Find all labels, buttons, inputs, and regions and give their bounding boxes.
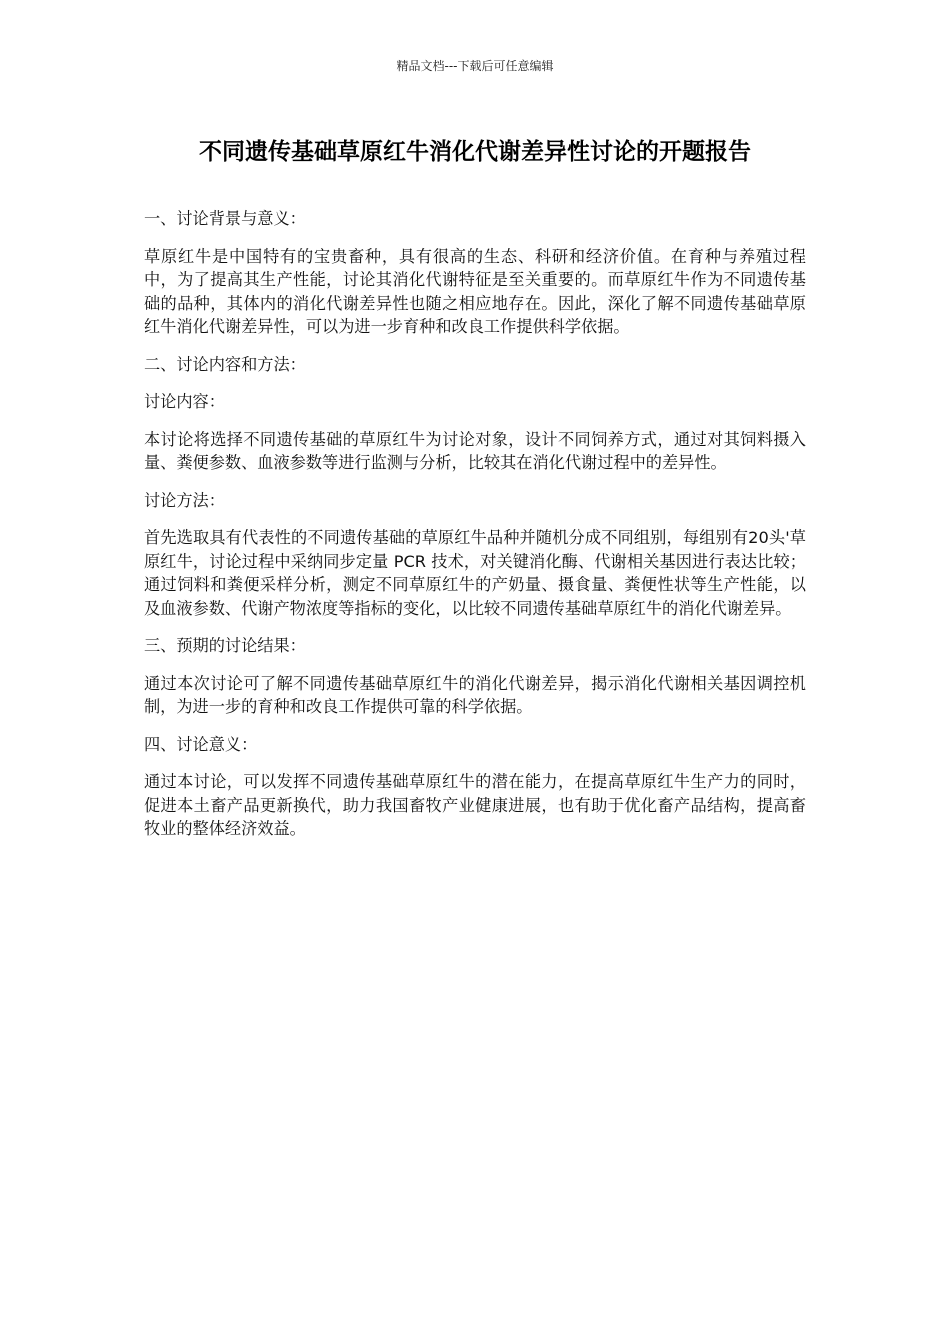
section-heading-significance: 四、讨论意义： [144,734,258,754]
section-heading-content-method: 二、讨论内容和方法： [144,354,306,374]
section-heading-background: 一、讨论背景与意义： [144,209,306,228]
section-heading-expected-results: 三、预期的讨论结果： [144,636,306,655]
header-note: 精品文档---下载后可任意编辑 [396,59,554,73]
section-body-method: 首先选取具有代表性的不同遗传基础的草原红牛品种并随机分成不同组别，每组别有20头'草原红牛，讨论过程中采纳同步定量 PCR 技术，对关键消化酶、代谢相关基因进行表达比较；通过饲料和粪便采样分析，测定不同草原红牛的产奶量、摄食量、粪便性状等生产性能，以及血液参数、代谢产物浓度等指标的变化，以比较不同遗传基础草原红牛的消化代谢差异。 [144,528,806,618]
document-title: 不同遗传基础草原红牛消化代谢差异性讨论的开题报告 [199,139,751,165]
document-body [144,207,806,855]
subheading-method: 讨论方法： [144,490,225,510]
section-body-content: 本讨论将选择不同遗传基础的草原红牛为讨论对象，设计不同饲养方式，通过对其饲料摄入量、粪便参数、血液参数等进行监测与分析，比较其在消化代谢过程中的差异性。 [144,429,806,472]
section-body-significance: 通过本讨论，可以发挥不同遗传基础草原红牛的潜在能力，在提高草原红牛生产力的同时，促进本土畜产品更新换代，助力我国畜牧产业健康进展，也有助于优化畜产品结构，提高畜牧业的整体经济效益。 [144,772,806,838]
section-body-background: 草原红牛是中国特有的宝贵畜种，具有很高的生态、科研和经济价值。在育种与养殖过程中，为了提高其生产性能，讨论其消化代谢特征是至关重要的。而草原红牛作为不同遗传基础的品种，其体内的消化代谢差异性也随之相应地存在。因此，深化了解不同遗传基础草原红牛消化代谢差异性，可以为进一步育种和改良工作提供科学依据。 [144,246,806,336]
subheading-content: 讨论内容： [144,392,225,411]
section-body-expected-results: 通过本次讨论可了解不同遗传基础草原红牛的消化代谢差异，揭示消化代谢相关基因调控机制，为进一步的育种和改良工作提供可靠的科学依据。 [144,673,806,716]
